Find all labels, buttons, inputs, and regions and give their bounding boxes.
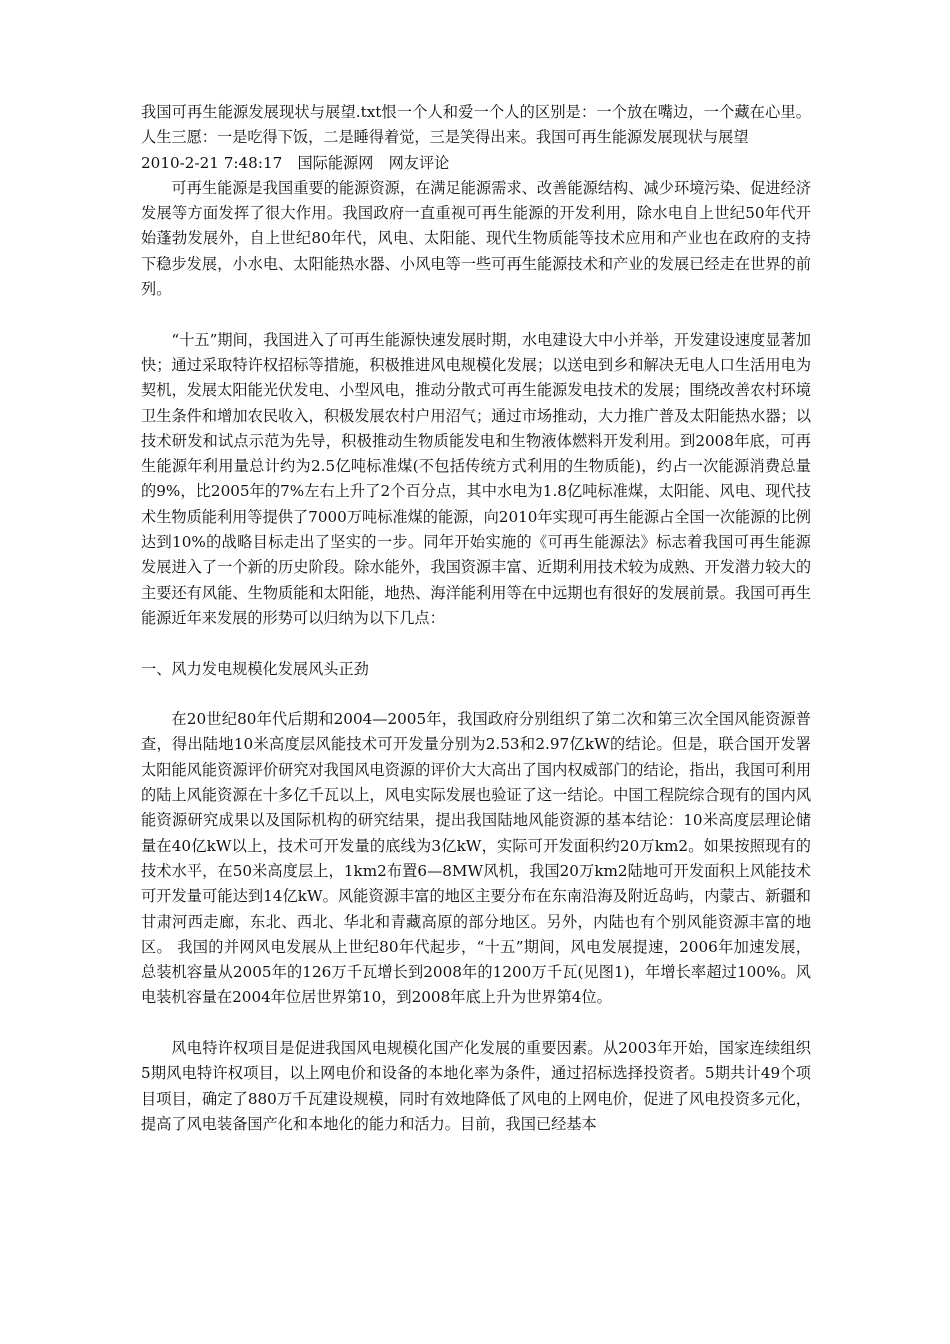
document-page [141, 100, 811, 1137]
paragraph-spacer [141, 302, 811, 327]
paragraph-tenth-five-year: “十五”期间，我国进入了可再生能源快速发展时期，水电建设大中小并举，开发建设速度显著加快；通过采取特许权招标等措施，积极推进风电规模化发展；以送电到乡和解决无电人口生活用电为契机，发展太阳能光伏发电、小型风电，推动分散式可再生能源发电技术的发展；围绕改善农村环境卫生条件和增加农民收入，积极发展农村户用沼气；通过市场推动，大力推广普及太阳能热水器；以技术研发和试点示范为先导，积极推动生物质能发电和生物液体燃料开发利用。到2008年底，可再生能源年利用量总计约为2.5亿吨标准煤(不包括传统方式利用的生物质能)，约占一次能源消费总量的9%，比2005年的7%左右上升了2个百分点，其中水电为1.8亿吨标准煤，太阳能、风电、现代技术生物质能利用等提供了7000万吨标准煤的能源，向2010年实现可再生能源占全国一次能源的比例达到10%的战略目标走出了坚实的一步。同年开始实施的《可再生能源法》标志着我国可再生能源发展进入了一个新的历史阶段。除水能外，我国资源丰富、近期利用技术较为成熟、开发潜力较大的主要还有风能、生物质能和太阳能，地热、海洋能利用等在中远期也有很好的发展前景。我国可再生能源近年来发展的形势可以归纳为以下几点： [141, 330, 811, 627]
article-meta [141, 151, 811, 176]
paragraph-spacer [141, 1011, 811, 1036]
document-title-line: 我国可再生能源发展现状与展望.txt恨一个人和爱一个人的区别是：一个放在嘴边，一个藏在心里。人生三愿：一是吃得下饭，二是睡得着觉，三是笑得出来。我国可再生能源发展现状与展望 [141, 103, 811, 147]
paragraph-spacer [141, 631, 811, 656]
paragraph-wind-resources: 在20世纪80年代后期和2004—2005年，我国政府分别组织了第二次和第三次全国风能资源普查，得出陆地10米高度层风能技术可开发量分别为2.53和2.97亿kW的结论。但是，联合国开发署太阳能风能资源评价研究对我国风电资源的评价大大高出了国内权威部门的结论，指出，我国可利用的陆上风能资源在十多亿千瓦以上，风电实际发展也验证了这一结论。中国工程院综合现有的国内风能资源研究成果以及国际机构的研究结果，提出我国陆地风能资源的基本结论：10米高度层理论储量在40亿kW以上，技术可开发量的底线为3亿kW，实际可开发面积约20万km2。如果按照现有的技术水平，在50米高度层上，1km2布置6—8MW风机，我国20万km2陆地可开发面积上风能技术可开发量可能达到14亿kW。风能资源丰富的地区主要分布在东南沿海及附近岛屿，内蒙古、新疆和甘肃河西走廊，东北、西北、华北和青藏高原的部分地区。另外，内陆也有个别风能资源丰富的地区。 我国的并网风电发展从上世纪80年代起步，“十五”期间，风电发展提速，2006年加速发展，总装机容量从2005年的126万千瓦增长到2008年的1200万千瓦(见图1)，年增长率超过100%。风电装机容量在2004年位居世界第10，到2008年底上升为世界第4位。 [141, 710, 811, 1007]
paragraph-wind-concession: 风电特许权项目是促进我国风电规模化国产化发展的重要因素。从2003年开始，国家连续组织5期风电特许权项目，以上网电价和设备的本地化率为条件，通过招标选择投资者。5期共计49个项目项目，确定了880万千瓦建设规模，同时有效地降低了风电的上网电价，促进了风电投资多元化，提高了风电装备国产化和本地化的能力和活力。目前，我国已经基本 [141, 1038, 811, 1133]
comment-label: 网友评论 [388, 153, 450, 172]
source-name: 国际能源网 [297, 153, 374, 172]
paragraph-spacer [141, 682, 811, 707]
paragraph-intro: 可再生能源是我国重要的能源资源，在满足能源需求、改善能源结构、减少环境污染、促进经济发展等方面发挥了很大作用。我国政府一直重视可再生能源的开发利用，除水电自上世纪50年代开始蓬勃发展外，自上世纪80年代，风电、太阳能、现代生物质能等技术应用和产业也在政府的支持下稳步发展，小水电、太阳能热水器、小风电等一些可再生能源技术和产业的发展已经走在世界的前列。 [141, 178, 811, 299]
section-heading-wind-power: 一、风力发电规模化发展风头正劲 [141, 659, 369, 678]
publish-datetime: 2010-2-21 7:48:17 [141, 153, 283, 172]
